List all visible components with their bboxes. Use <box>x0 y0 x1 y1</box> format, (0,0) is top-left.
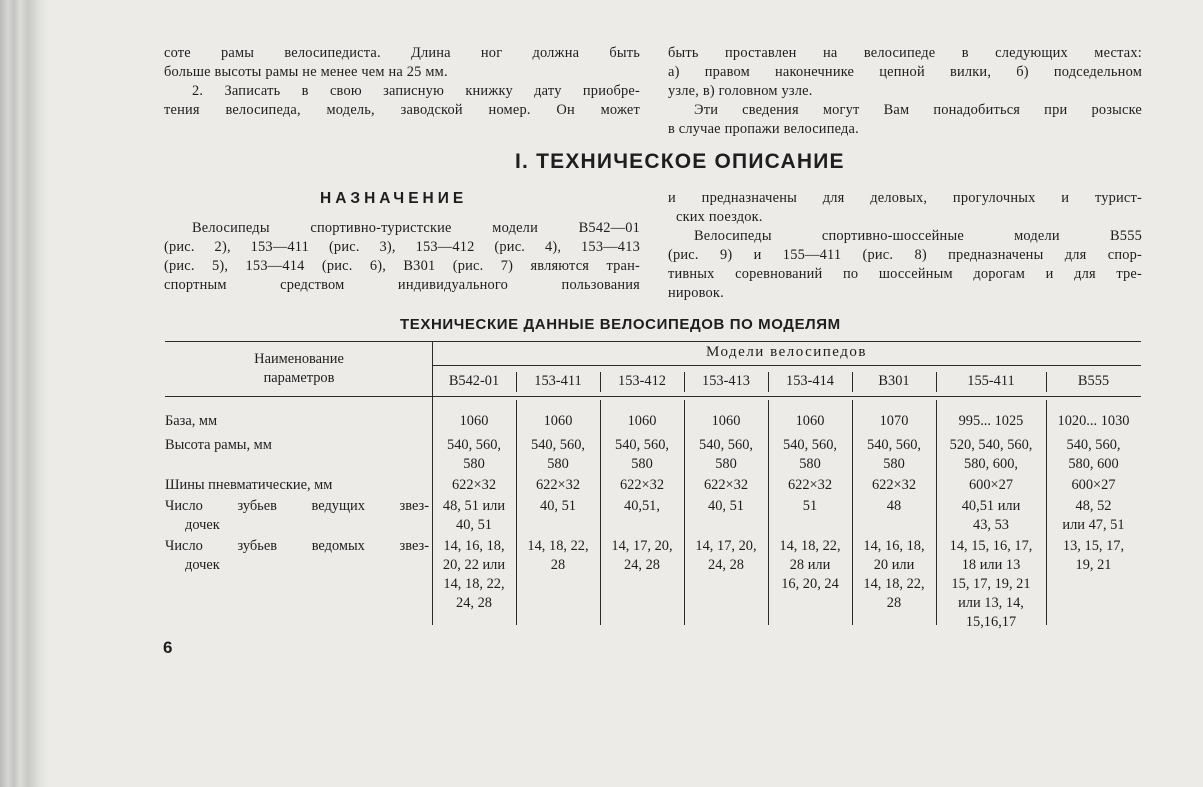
value-line: 51 <box>802 498 818 514</box>
value-cell <box>600 497 684 516</box>
value-line: 622×32 <box>787 477 833 493</box>
value-cell <box>852 537 936 613</box>
value-cell <box>600 537 684 575</box>
value-line: 14, 16, 18, <box>443 538 505 554</box>
value-line: 1060 <box>795 413 825 429</box>
param-line: Число зубьев ведущих звез- <box>165 498 429 514</box>
top-left-paragraph <box>164 44 640 120</box>
model-header-cell: 155-411 <box>967 373 1015 389</box>
value-line: 540, 560, <box>615 437 669 453</box>
text-line: в случае пропажи велосипеда. <box>668 121 859 137</box>
param-header <box>170 350 428 388</box>
value-cell <box>936 497 1046 535</box>
param-line: Высота рамы, мм <box>165 437 272 453</box>
value-line: 14, 16, 18, <box>863 538 925 554</box>
value-line: 580, 600, <box>964 456 1018 472</box>
text-line: (рис. 5), 153—414 (рис. 6), В301 (рис. 7) являются тран- <box>164 258 640 274</box>
value-cell <box>432 412 516 431</box>
value-cell <box>852 412 936 431</box>
value-line: 622×32 <box>451 477 497 493</box>
text-line: Велосипеды спортивно-туристские модели В542—01 <box>192 220 640 236</box>
purpose-left-paragraph <box>164 219 640 295</box>
value-cell <box>768 537 852 594</box>
value-line: 48, 52 <box>1075 498 1112 514</box>
value-cell <box>852 497 936 516</box>
value-cell <box>600 476 684 495</box>
model-header-cell: 153-412 <box>618 373 666 389</box>
value-cell <box>936 412 1046 431</box>
value-cell <box>516 497 600 516</box>
value-line: 28 <box>886 595 902 611</box>
value-line: 48 <box>886 498 902 514</box>
model-header-divider <box>768 372 769 392</box>
models-header: Модели велосипедов <box>706 344 867 360</box>
model-header-divider <box>516 372 517 392</box>
text-line: ских поездок. <box>676 209 763 225</box>
model-header-divider <box>852 372 853 392</box>
value-line: 24, 28 <box>624 557 660 573</box>
value-line: 15,16,17 <box>965 614 1017 630</box>
value-line: 1060 <box>543 413 573 429</box>
value-line: 40, 51 <box>456 517 492 533</box>
value-line: 14, 17, 20, <box>611 538 673 554</box>
param-line: База, мм <box>165 413 218 429</box>
model-header-cell: 153-414 <box>786 373 834 389</box>
value-line: или 13, 14, <box>958 595 1024 611</box>
value-line: 540, 560, <box>699 437 753 453</box>
value-line: 580 <box>463 456 485 472</box>
text-line: Эти сведения могут Вам понадобиться при розыске <box>694 102 1142 118</box>
value-line: 40,51, <box>624 498 660 514</box>
value-cell <box>684 436 768 474</box>
value-cell <box>684 537 768 575</box>
value-cell <box>768 497 852 516</box>
value-cell <box>432 497 516 535</box>
value-cell <box>432 476 516 495</box>
param-cell <box>165 476 429 495</box>
text-line: (рис. 9) и 155—411 (рис. 8) предназначены для спор- <box>668 247 1142 263</box>
value-line: 13, 15, 17, <box>1062 538 1125 554</box>
value-cell <box>600 412 684 431</box>
value-line: 580 <box>799 456 821 472</box>
text-line: тения велосипеда, модель, заводской номер. Он может <box>164 102 640 118</box>
value-line: 40,51 или <box>961 498 1021 514</box>
value-cell <box>684 476 768 495</box>
model-header-divider <box>684 372 685 392</box>
value-line: 540, 560, <box>1066 437 1121 453</box>
value-cell <box>768 412 852 431</box>
value-line: 14, 17, 20, <box>695 538 757 554</box>
value-line: 19, 21 <box>1075 557 1112 573</box>
text-line: нировок. <box>668 285 724 301</box>
value-cell <box>684 412 768 431</box>
value-line: 540, 560, <box>867 437 921 453</box>
value-line: 580 <box>547 456 569 472</box>
value-line: 14, 18, 22, <box>527 538 589 554</box>
value-cell <box>516 537 600 575</box>
value-cell <box>432 537 516 613</box>
text-line: 2. Записать в свою записную книжку дату приобре- <box>192 83 640 99</box>
value-line: 622×32 <box>871 477 917 493</box>
text-line: узле, в) головном узле. <box>668 83 813 99</box>
value-line: или 47, 51 <box>1062 517 1125 533</box>
section-title: I. ТЕХНИЧЕСКОЕ ОПИСАНИЕ <box>515 150 845 173</box>
value-cell <box>936 436 1046 474</box>
value-line: 1020... 1030 <box>1057 413 1130 429</box>
value-cell <box>600 436 684 474</box>
text-line: больше высоты рамы не менее чем на 25 мм. <box>164 64 448 80</box>
param-header-line: Наименование <box>254 351 344 367</box>
value-line: 18 или 13 <box>961 557 1021 573</box>
param-header-line: параметров <box>263 370 335 386</box>
value-cell <box>1046 476 1141 495</box>
value-line: 622×32 <box>703 477 749 493</box>
table-top-rule <box>165 341 1141 342</box>
value-line: 1060 <box>627 413 657 429</box>
text-line: (рис. 2), 153—411 (рис. 3), 153—412 (рис. 4), 153—413 <box>164 239 640 255</box>
param-cell <box>165 436 429 455</box>
text-line: быть проставлен на велосипеде в следующих местах: <box>668 45 1142 61</box>
value-line: 540, 560, <box>531 437 585 453</box>
model-header-divider <box>600 372 601 392</box>
page-number: 6 <box>163 638 173 657</box>
value-line: 600×27 <box>968 477 1014 493</box>
value-line: 540, 560, <box>447 437 501 453</box>
purpose-right-paragraph <box>668 189 1142 303</box>
value-line: 540, 560, <box>783 437 837 453</box>
value-line: 622×32 <box>619 477 665 493</box>
value-line: 16, 20, 24 <box>781 576 839 592</box>
param-cell <box>165 497 429 535</box>
model-header-divider <box>936 372 937 392</box>
param-line: дочек <box>185 557 220 573</box>
model-header-divider <box>1046 372 1047 392</box>
value-cell <box>852 436 936 474</box>
value-cell <box>684 497 768 516</box>
value-cell <box>852 476 936 495</box>
value-cell <box>1046 436 1141 474</box>
value-line: 580, 600 <box>1068 456 1119 472</box>
value-cell <box>936 476 1046 495</box>
value-line: 600×27 <box>1071 477 1116 493</box>
value-line: 20 или <box>873 557 915 573</box>
models-header-rule <box>432 365 1141 366</box>
param-line: Число зубьев ведомых звез- <box>165 538 429 554</box>
value-line: 28 <box>550 557 566 573</box>
param-cell <box>165 412 429 431</box>
value-line: 24, 28 <box>708 557 744 573</box>
book-spine-shadow <box>0 0 48 787</box>
header-bottom-rule <box>165 396 1141 397</box>
value-line: 43, 53 <box>973 517 1009 533</box>
value-line: 520, 540, 560, <box>949 437 1033 453</box>
value-line: 40, 51 <box>708 498 744 514</box>
model-header-cell: В555 <box>1077 373 1110 389</box>
model-header-cell: 153-411 <box>534 373 582 389</box>
model-header-cell: 153-413 <box>702 373 750 389</box>
table-title: ТЕХНИЧЕСКИЕ ДАННЫЕ ВЕЛОСИПЕДОВ ПО МОДЕЛЯМ <box>400 316 841 333</box>
value-cell <box>516 412 600 431</box>
value-line: 580 <box>715 456 737 472</box>
value-line: 40, 51 <box>540 498 576 514</box>
value-line: 1060 <box>711 413 741 429</box>
value-cell <box>1046 412 1141 431</box>
text-line: соте рамы велосипедиста. Длина ног должна быть <box>164 45 640 61</box>
value-line: 20, 22 или <box>442 557 506 573</box>
value-line: 1060 <box>459 413 489 429</box>
value-cell <box>768 476 852 495</box>
value-cell <box>1046 537 1141 575</box>
value-line: 580 <box>631 456 653 472</box>
value-line: 14, 18, 22, <box>443 576 505 592</box>
value-line: 14, 18, 22, <box>779 538 841 554</box>
model-header-cell: В301 <box>878 373 910 389</box>
value-cell <box>432 436 516 474</box>
param-line: дочек <box>185 517 220 533</box>
text-line: и предназначены для деловых, прогулочных и турист- <box>668 190 1142 206</box>
value-line: 995... 1025 <box>958 413 1024 429</box>
param-cell <box>165 537 429 575</box>
value-line: 15, 17, 19, 21 <box>951 576 1031 592</box>
value-line: 622×32 <box>535 477 581 493</box>
value-line: 1070 <box>879 413 909 429</box>
value-cell <box>936 537 1046 632</box>
value-line: 14, 18, 22, <box>863 576 925 592</box>
value-cell <box>516 476 600 495</box>
text-line: а) правом наконечнике цепной вилки, б) подседельном <box>668 64 1142 80</box>
value-line: 580 <box>883 456 905 472</box>
value-cell <box>1046 497 1141 535</box>
model-header-cell: В542-01 <box>448 373 500 389</box>
value-line: 24, 28 <box>456 595 492 611</box>
text-line: Велосипеды спортивно-шоссейные модели В555 <box>694 228 1142 244</box>
value-cell <box>768 436 852 474</box>
param-line: Шины пневматические, мм <box>165 477 333 493</box>
text-line: тивных соревнований по шоссейным дорогам и для тре- <box>668 266 1142 282</box>
value-cell <box>516 436 600 474</box>
text-line: спортным средством индивидуального пользования <box>164 277 640 293</box>
value-line: 48, 51 или <box>442 498 506 514</box>
top-right-paragraph <box>668 44 1142 139</box>
value-line: 14, 15, 16, 17, <box>949 538 1033 554</box>
value-line: 28 или <box>789 557 831 573</box>
subheading: НАЗНАЧЕНИЕ <box>320 190 468 207</box>
